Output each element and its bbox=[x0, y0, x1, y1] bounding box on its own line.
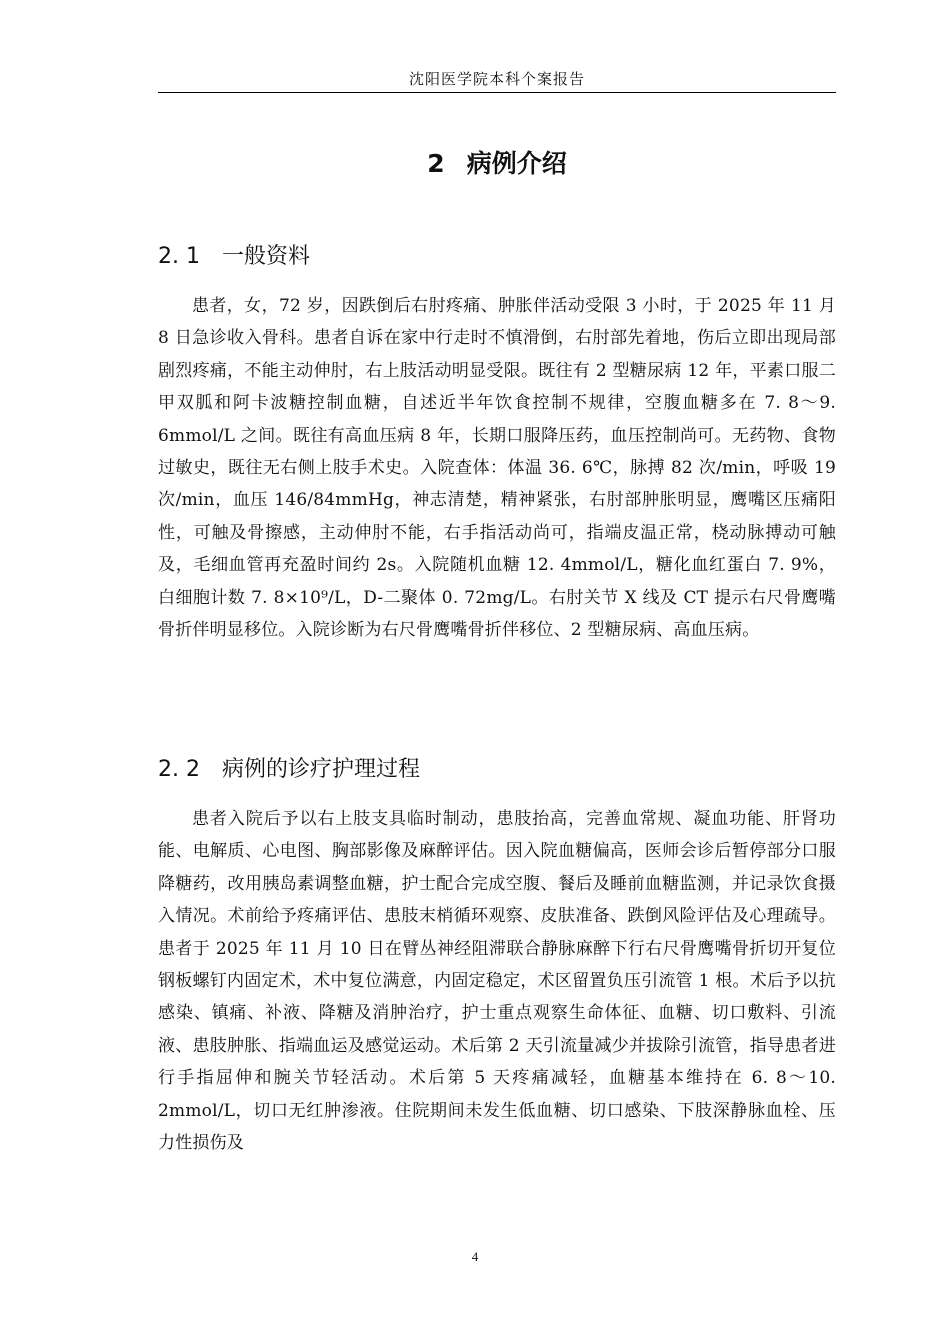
chapter-title bbox=[158, 144, 836, 184]
paragraph-treatment-process: 患者入院后予以右上肢支具临时制动，患肢抬高，完善血常规、凝血功能、肝肾功能、电解质、心电图、胸部影像及麻醉评估。因入院血糖偏高，医师会诊后暂停部分口服降糖药，改用胰岛素调整血糖，护士配合完成空腹、餐后及睡前血糖监测，并记录饮食摄入情况。术前给予疼痛评估、患肢末梢循环观察、皮肤准备、跌倒风险评估及心理疏导。患者于 2025 年 11 月 10 日在臂丛神经阻滞联合静脉麻醉下行右尺骨鹰嘴骨折切开复位钢板螺钉内固定术，术中复位满意，内固定稳定，术区留置负压引流管 1 根。术后予以抗感染、镇痛、补液、降糖及消肿治疗，护士重点观察生命体征、血糖、切口敷料、引流液、患肢肿胀、指端血运及感觉运动。术后第 2 天引流量减少并拔除引流管，指导患者进行手指屈伸和腕关节轻活动。术后第 5 天疼痛减轻，血糖基本维持在 6. 8～10. 2mmol/L，切口无红肿渗液。住院期间未发生低血糖、切口感染、下肢深静脉血栓、压力性损伤及 bbox=[158, 809, 836, 1154]
section-number: 2. 1 bbox=[158, 244, 200, 269]
chapter-title-text: 病例介绍 bbox=[466, 149, 567, 178]
section-title: 病例的诊疗护理过程 bbox=[222, 757, 421, 782]
section-heading-treatment-process bbox=[158, 753, 420, 787]
chapter-number: 2 bbox=[427, 149, 445, 178]
page-number: 4 bbox=[471, 1249, 479, 1264]
section-title: 一般资料 bbox=[222, 244, 311, 269]
header-divider bbox=[158, 92, 836, 93]
section-heading-general-info bbox=[158, 240, 310, 274]
section-number: 2. 2 bbox=[158, 757, 200, 782]
running-header: 沈阳医学院本科个案报告 bbox=[408, 70, 585, 88]
paragraph-general-info: 患者，女，72 岁，因跌倒后右肘疼痛、肿胀伴活动受限 3 小时，于 2025 年 11 月 8 日急诊收入骨科。患者自诉在家中行走时不慎滑倒，右肘部先着地，伤后立即出现局部剧烈疼痛，不能主动伸肘，右上肢活动明显受限。既往有 2 型糖尿病 12 年，平素口服二甲双胍和阿卡波糖控制血糖，自述近半年饮食控制不规律，空腹血糖多在 7. 8～9. 6mmol/L 之间。既往有高血压病 8 年，长期口服降压药，血压控制尚可。无药物、食物过敏史，既往无右侧上肢手术史。入院查体：体温 36. 6℃，脉搏 82 次/min，呼吸 19 次/min，血压 146/84mmHg，神志清楚，精神紧张，右肘部肿胀明显，鹰嘴区压痛阳性，可触及骨擦感，主动伸肘不能，右手指活动尚可，指端皮温正常，桡动脉搏动可触及，毛细血管再充盈时间约 2s。入院随机血糖 12. 4mmol/L，糖化血红蛋白 7. 9%，白细胞计数 7. 8×10⁹/L，D-二聚体 0. 72mg/L。右肘关节 X 线及 CT 提示右尺骨鹰嘴骨折伴明显移位。入院诊断为右尺骨鹰嘴骨折伴移位、2 型糖尿病、高血压病。 bbox=[158, 296, 836, 641]
